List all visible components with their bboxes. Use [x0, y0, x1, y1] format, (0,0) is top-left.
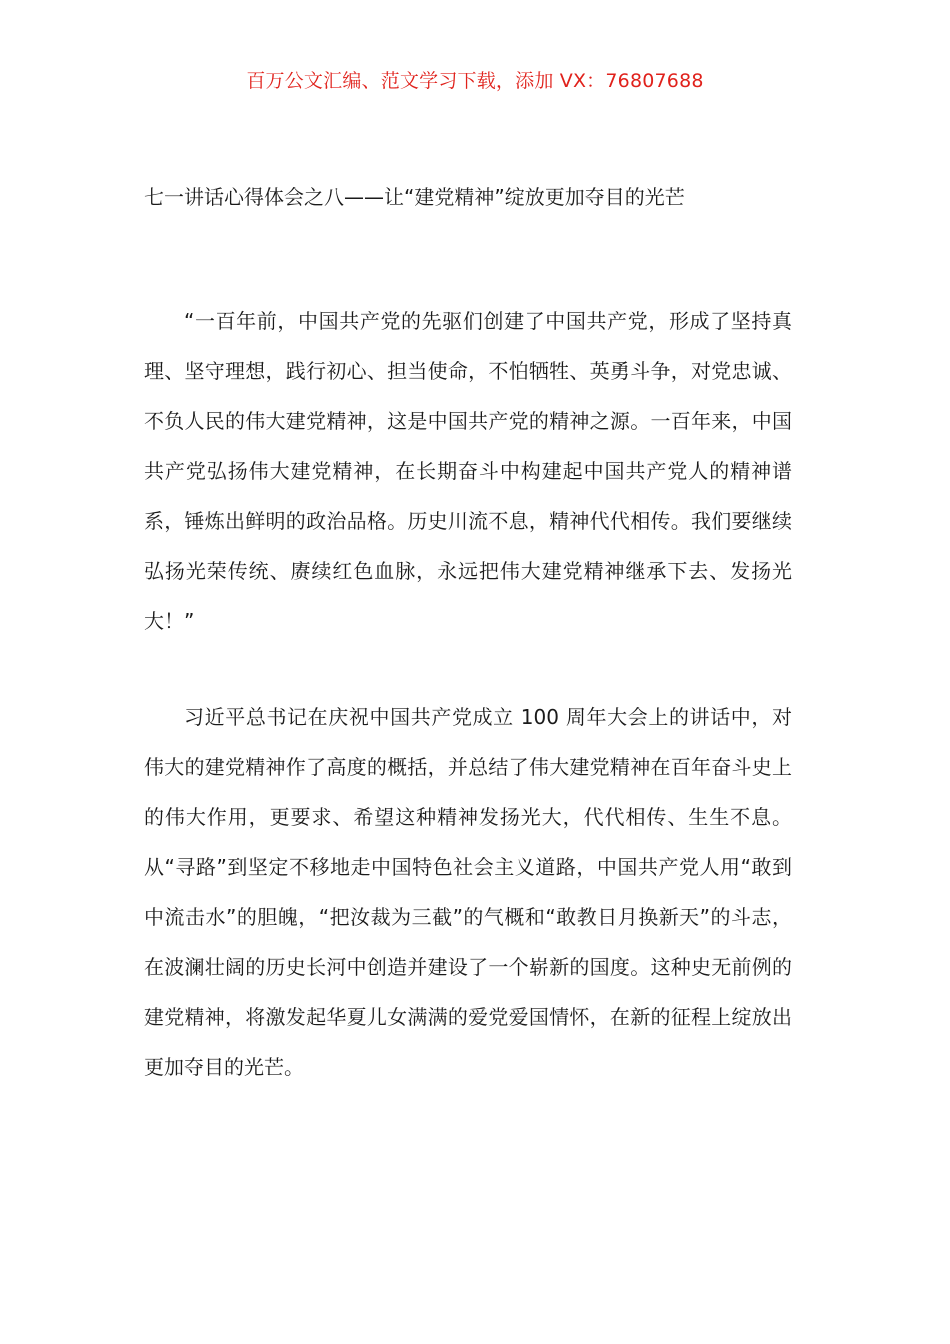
header-note: 百万公文汇编、范文学习下载，添加 VX：76807688: [246, 70, 704, 92]
paragraph-1: “一百年前，中国共产党的先驱们创建了中国共产党，形成了坚持真理、坚守理想，践行初心、担当使命，不怕牺牲、英勇斗争，对党忠诚、不负人民的伟大建党精神，这是中国共产党的精神之源。一百年来，中国共产党弘扬伟大建党精神，在长期奋斗中构建起中国共产党人的精神谱系，锤炼出鲜明的政治品格。历史川流不息，精神代代相传。我们要继续弘扬光荣传统、赓续红色血脉，永远把伟大建党精神继承下去、发扬光大！”: [144, 309, 792, 633]
document-title: 七一讲话心得体会之八——让“建党精神”绽放更加夺目的光芒: [144, 185, 685, 209]
paragraph-2: 习近平总书记在庆祝中国共产党成立 100 周年大会上的讲话中，对伟大的建党精神作了高度的概括，并总结了伟大建党精神在百年奋斗史上的伟大作用，更要求、希望这种精神发扬光大，代代相传、生生不息。从“寻路”到坚定不移地走中国特色社会主义道路，中国共产党人用“敢到中流击水”的胆魄，“把汝裁为三截”的气概和“敢教日月换新天”的斗志，在波澜壮阔的历史长河中创造并建设了一个崭新的国度。这种史无前例的建党精神，将激发起华夏儿女满满的爱党爱国情怀，在新的征程上绽放出更加夺目的光芒。: [144, 705, 792, 1079]
